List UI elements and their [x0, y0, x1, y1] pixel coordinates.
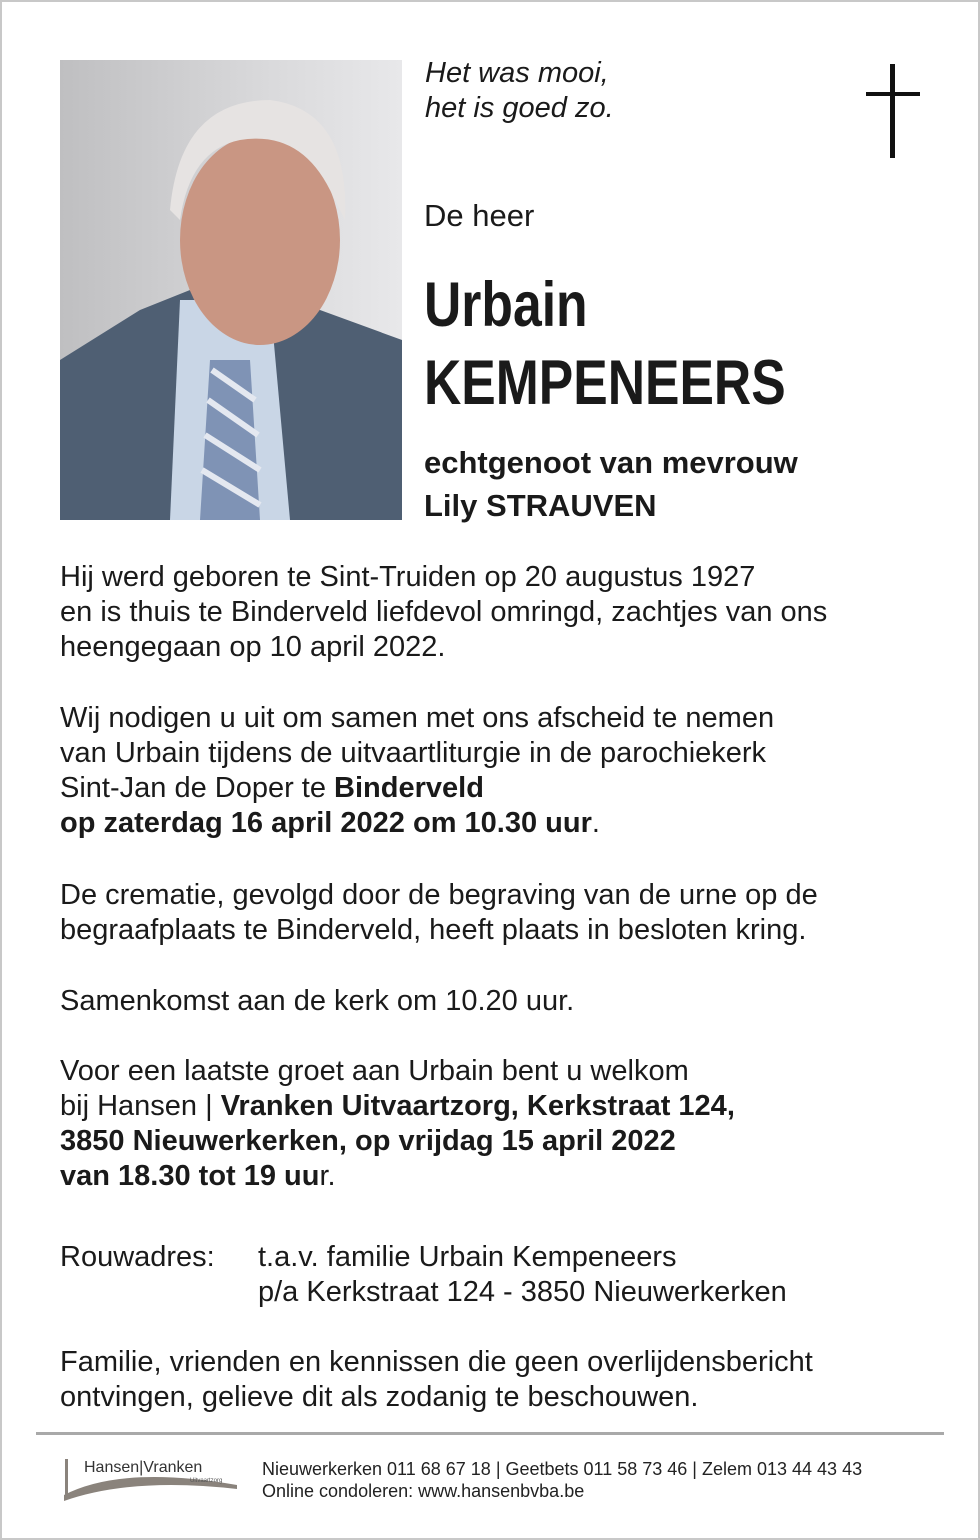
title: De heer	[424, 198, 535, 233]
birth-death-paragraph	[60, 560, 827, 665]
text: bij Hansen |	[60, 1090, 221, 1122]
deceased-name	[424, 266, 786, 422]
text-line	[60, 1159, 735, 1194]
text-line: Voor een laatste groet aan Urbain bent u welkom	[60, 1055, 689, 1087]
logo-text: Hansen|Vranken	[84, 1459, 203, 1476]
text-line: p/a Kerkstraat 124 - 3850 Nieuwerkerken	[258, 1276, 787, 1308]
spouse-name: Lily STRAUVEN	[424, 488, 657, 523]
text: r.	[319, 1160, 336, 1192]
text-line: Wij nodigen u uit om samen met ons afscheid te nemen	[60, 702, 775, 734]
cross-icon	[866, 64, 920, 158]
spouse	[424, 441, 798, 527]
text: .	[591, 807, 600, 839]
place: Binderveld	[334, 772, 484, 804]
logo-subtext: Uitvaartzorg	[190, 1478, 223, 1484]
cremation-paragraph	[60, 878, 818, 948]
closing-paragraph	[60, 1345, 813, 1415]
portrait-photo	[60, 60, 402, 520]
text-line: heengegaan op 10 april 2022.	[60, 631, 446, 663]
text-line	[60, 1089, 735, 1124]
footer-contact	[262, 1458, 862, 1502]
mourning-address-value	[258, 1240, 787, 1310]
spouse-line: echtgenoot van mevrouw	[424, 445, 798, 480]
first-name: Urbain	[424, 270, 588, 340]
text-line	[60, 1124, 735, 1159]
text-line: t.a.v. familie Urbain Kempeneers	[258, 1241, 677, 1273]
address: 3850 Nieuwerkerken, op vrijdag 15 april 2022	[60, 1125, 676, 1157]
text-line: begraafplaats te Binderveld, heeft plaats in besloten kring.	[60, 914, 807, 946]
funeral-home-logo	[62, 1455, 242, 1501]
address: Vranken Uitvaartzorg, Kerkstraat 124,	[220, 1090, 735, 1122]
last-name: KEMPENEERS	[424, 348, 786, 418]
text-line: van Urbain tijdens de uitvaartliturgie in de parochiekerk	[60, 737, 767, 769]
text-line: Hij werd geboren te Sint-Truiden op 20 augustus 1927	[60, 561, 756, 593]
text-line: Familie, vrienden en kennissen die geen overlijdensbericht	[60, 1346, 813, 1378]
quote-line: het is goed zo.	[425, 92, 614, 124]
text-line: en is thuis te Binderveld liefdevol omringd, zachtjes van ons	[60, 596, 828, 628]
footer-divider	[36, 1432, 944, 1435]
condolence-link[interactable]: Online condoleren: www.hansenbvba.be	[262, 1481, 585, 1501]
date-time: op zaterdag 16 april 2022 om 10.30 uur	[60, 807, 592, 839]
phone-numbers: Nieuwerkerken 011 68 67 18 | Geetbets 011 58 73 46 | Zelem 013 44 43 43	[262, 1459, 863, 1479]
text: Sint-Jan de Doper te	[60, 772, 335, 804]
funeral-paragraph	[60, 701, 774, 841]
gathering-paragraph: Samenkomst aan de kerk om 10.20 uur.	[60, 985, 575, 1017]
quote	[425, 56, 614, 126]
farewell-paragraph	[60, 1054, 735, 1194]
text-line: ontvingen, gelieve dit als zodanig te beschouwen.	[60, 1381, 699, 1413]
text-line: De crematie, gevolgd door de begraving van de urne op de	[60, 879, 818, 911]
quote-line: Het was mooi,	[425, 57, 609, 89]
text-line	[60, 771, 774, 806]
mourning-address-label: Rouwadres:	[60, 1241, 215, 1273]
time: van 18.30 tot 19 uu	[60, 1160, 320, 1192]
text-line	[60, 806, 774, 841]
